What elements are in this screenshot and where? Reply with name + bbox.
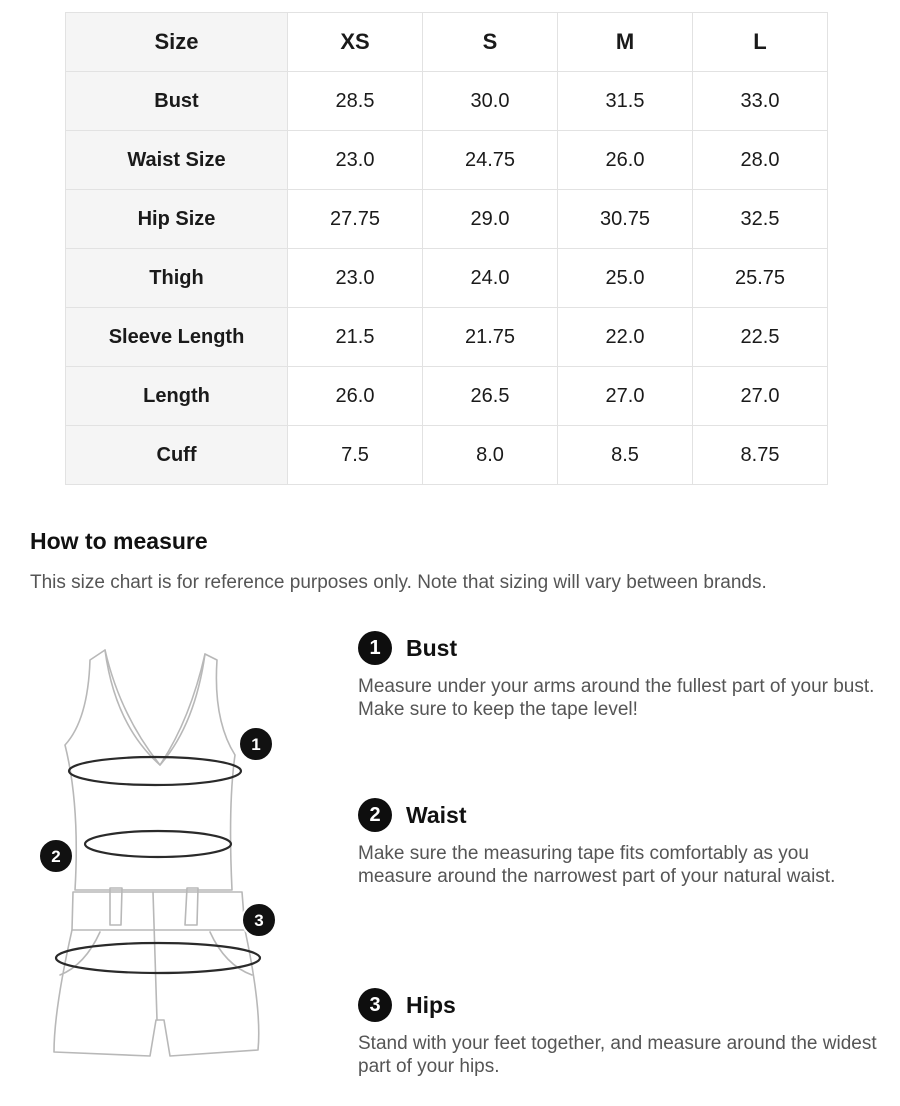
- table-cell: 25.75: [693, 249, 828, 308]
- table-row: [66, 249, 828, 308]
- table-row: [66, 190, 828, 249]
- table-cell: 26.0: [288, 367, 423, 426]
- table-cell: 25.0: [558, 249, 693, 308]
- instruction-text: Measure under your arms around the fullest part of your bust. Make sure to keep the tape level!: [358, 676, 875, 720]
- tank-neckline: [105, 650, 205, 765]
- instruction-hips: [358, 988, 878, 1078]
- table-cell: 26.5: [423, 367, 558, 426]
- table-cell: 21.75: [423, 308, 558, 367]
- measurement-figure: [30, 640, 290, 1080]
- row-label: Hip Size: [66, 190, 288, 249]
- table-row: [66, 308, 828, 367]
- instruction-bust: [358, 631, 878, 721]
- table-cell: 30.0: [423, 72, 558, 131]
- how-to-measure-title: How to measure: [30, 528, 208, 554]
- table-cell: 32.5: [693, 190, 828, 249]
- svg-text:2: 2: [51, 847, 61, 866]
- figure-marker-hips: [242, 903, 276, 937]
- table-row: [66, 367, 828, 426]
- row-label: Bust: [66, 72, 288, 131]
- header-size-label: Size: [66, 13, 288, 72]
- instruction-header: [358, 798, 878, 832]
- instruction-header: [358, 631, 878, 665]
- instruction-header: [358, 988, 878, 1022]
- table-cell: 22.5: [693, 308, 828, 367]
- table-cell: 29.0: [423, 190, 558, 249]
- instruction-title: Hips: [406, 991, 456, 1018]
- table-cell: 31.5: [558, 72, 693, 131]
- header-size-xs: XS: [288, 13, 423, 72]
- table-cell: 28.0: [693, 131, 828, 190]
- table-cell: 21.5: [288, 308, 423, 367]
- belt-loop-left: [110, 888, 122, 925]
- svg-text:3: 3: [254, 911, 264, 930]
- svg-text:1: 1: [251, 735, 261, 754]
- waist-tape-line: [85, 831, 231, 857]
- table-cell: 7.5: [288, 426, 423, 485]
- table-row: [66, 72, 828, 131]
- table-cell: 8.75: [693, 426, 828, 485]
- table-cell: 33.0: [693, 72, 828, 131]
- table-cell: 8.0: [423, 426, 558, 485]
- table-cell: 27.0: [558, 367, 693, 426]
- row-label: Waist Size: [66, 131, 288, 190]
- number-badge: 2: [358, 798, 392, 832]
- header-size-m: M: [558, 13, 693, 72]
- instruction-text: Make sure the measuring tape fits comfortably as you measure around the narrowest part of your natural waist.: [358, 843, 836, 887]
- instruction-waist: [358, 798, 878, 888]
- table-cell: 30.75: [558, 190, 693, 249]
- row-label: Length: [66, 367, 288, 426]
- belt-loop-right: [185, 888, 198, 925]
- table-cell: 28.5: [288, 72, 423, 131]
- instruction-title: Waist: [406, 801, 467, 828]
- number-badge: 3: [358, 988, 392, 1022]
- table-cell: 8.5: [558, 426, 693, 485]
- table-cell: 27.0: [693, 367, 828, 426]
- table-row: [66, 426, 828, 485]
- table-row: [66, 131, 828, 190]
- table-cell: 23.0: [288, 249, 423, 308]
- hip-tape-line: [56, 943, 260, 973]
- instruction-text: Stand with your feet together, and measure around the widest part of your hips.: [358, 1033, 877, 1077]
- table-header-row: [66, 13, 828, 72]
- size-chart-table: [65, 12, 828, 485]
- table-cell: 27.75: [288, 190, 423, 249]
- header-size-l: L: [693, 13, 828, 72]
- table-cell: 23.0: [288, 131, 423, 190]
- number-badge: 1: [358, 631, 392, 665]
- table-cell: 22.0: [558, 308, 693, 367]
- row-label: Sleeve Length: [66, 308, 288, 367]
- header-size-s: S: [423, 13, 558, 72]
- table-cell: 24.0: [423, 249, 558, 308]
- figure-marker-waist: [39, 839, 73, 873]
- figure-marker-bust: [239, 727, 273, 761]
- reference-note: This size chart is for reference purposes only. Note that sizing will vary between brands.: [30, 572, 767, 593]
- instruction-title: Bust: [406, 634, 458, 661]
- row-label: Cuff: [66, 426, 288, 485]
- row-label: Thigh: [66, 249, 288, 308]
- table-cell: 24.75: [423, 131, 558, 190]
- shorts-fly: [153, 892, 157, 1020]
- table-cell: 26.0: [558, 131, 693, 190]
